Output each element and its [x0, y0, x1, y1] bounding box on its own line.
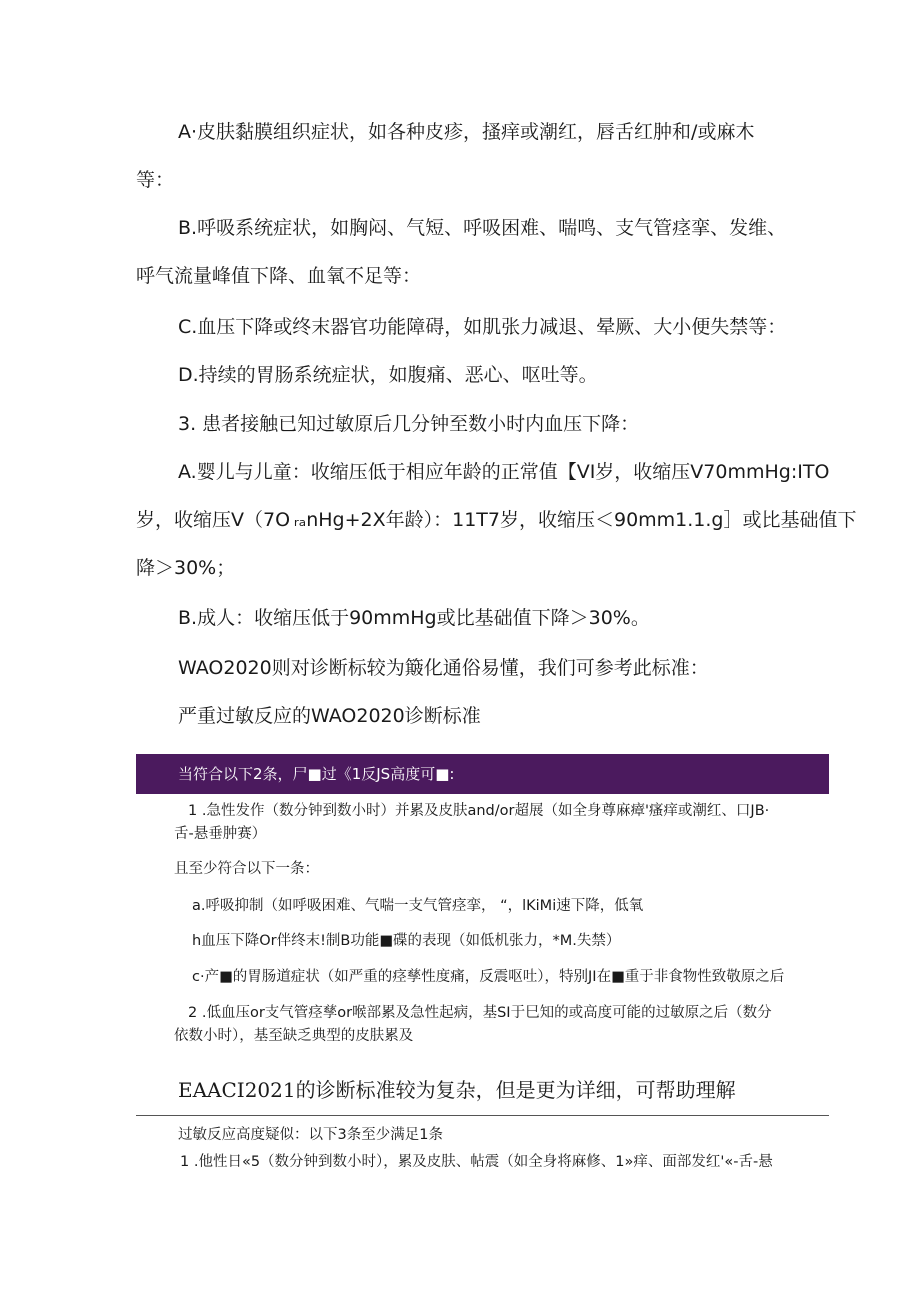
wao-item2-line2: 依数小时），基至缺乏典型的皮肤累及 [174, 1028, 414, 1044]
wao-item1-line2: 舌-悬垂肿赛） [174, 826, 267, 842]
symptom-a-line1: A·皮肤黏膜组织症状，如各种皮疹，搔痒或潮红，唇舌红肿和/或麻木 [178, 121, 755, 143]
section-divider [136, 1115, 829, 1116]
wao-item2-line1: 2 .低血压or支气管痉孳or喉部累及急性起病，基SI于巳知的或高度可能的过敏原之后（数分 [188, 1005, 772, 1021]
infant-line1: A.婴儿与儿童：收缩压低于相应年龄的正常值【VI岁，收缩压V70mmHg:ITO [178, 461, 830, 483]
adult-line: B.成人：收缩压低于90mmHg或比基础值下降＞30%。 [178, 607, 650, 629]
symptom-b-line2: 呼气流量峰值下降、血氧不足等： [136, 265, 422, 287]
symptom-a-line2: 等： [136, 169, 175, 191]
symptom-b-line1: B.呼吸系统症状，如胸闷、气短、呼吸困难、喘鸣、支气管痉挛、发维、 [178, 217, 787, 239]
wao-table-header: 当符合以下2条，尸■过《1反JS高度可■: [136, 754, 829, 794]
eaaci-subtitle: 过敏反应高度疑似：以下3条至少满足1条 [178, 1127, 443, 1143]
wao-intro: WAO2020则对诊断标较为簸化通俗易懂，我们可参考此标准： [178, 657, 709, 679]
wao-at-least-one: 且至少符合以下一条： [174, 861, 319, 877]
eaaci-intro: EAACI2021的诊断标准较为复杂，但是更为详细，可帮助理解 [178, 1078, 736, 1102]
wao-sub-a: a.呼吸抑制（如呼吸困难、气喘一支气管痉挛， “，lKiMi速下降，低氧 [192, 898, 644, 914]
symptom-d-line: D.持续的胃肠系统症状，如腹痛、恶心、呕吐等。 [178, 364, 598, 386]
infant-line3: 降＞30%； [136, 557, 236, 579]
eaaci-item1: 1 .他性日«5（数分钟到数小时），累及皮肤、帖震（如全身将麻修、1»痒、面部发红'«-舌-悬 [180, 1154, 773, 1170]
criterion-3-line: 3. 患者接触已知过敏原后几分钟至数小时内血压下降： [178, 413, 640, 435]
symptom-c-line: C.血压下降或终末器官功能障碍，如肌张力减退、晕厥、大小便失禁等： [178, 316, 787, 338]
wao-sub-b: h血压下降Or伴终末!制B功能■碟的表现（如低机张力，*M.失禁） [192, 933, 621, 949]
wao-item1-line1: 1 .急性发作（数分钟到数小时）并累及皮肤and/or超展（如全身尊麻瘴'瘙痒或潮红、口JB· [188, 803, 770, 819]
wao-sub-c: c·产■的胃肠道症状（如严重的痉孳性度痛，反震呕吐），特别JI在■重于非食物性致敬原之后 [192, 969, 785, 985]
wao-heading: 严重过敏反应的WAO2020诊断标准 [178, 705, 481, 727]
infant-line2: 岁，收缩压V（7O ᵣₐnHg+2X年龄）：11T7岁，收缩压＜90mm1.1.g］或比基础值下 [136, 509, 857, 531]
